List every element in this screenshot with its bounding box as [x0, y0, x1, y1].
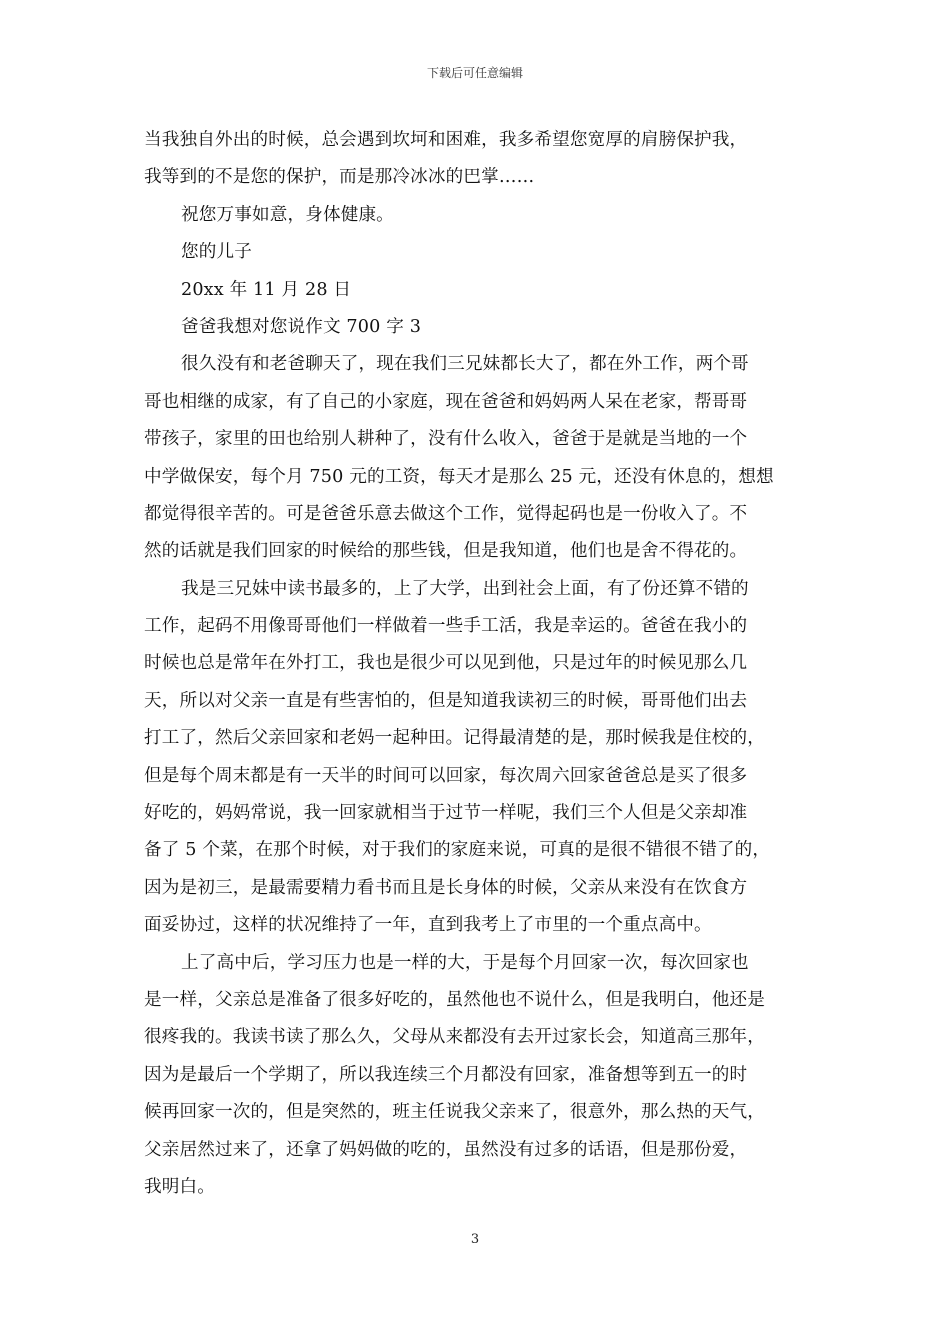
paragraph-start: 很久没有和老爸聊天了，现在我们三兄妹都长大了，都在外工作，两个哥 [181, 354, 749, 375]
text-line: 因为是初三，是最需要精力看书而且是长身体的时候，父亲从来没有在饮食方 [144, 877, 748, 898]
text-line: 父亲居然过来了，还拿了妈妈做的吃的，虽然没有过多的话语，但是那份爱， [144, 1139, 748, 1160]
essay-title: 爸爸我想对您说作文 700 字 3 [181, 316, 422, 337]
text-line: 都觉得很辛苦的。可是爸爸乐意去做这个工作，觉得起码也是一份收入了。不 [144, 503, 748, 524]
text-line: 因为是最后一个学期了，所以我连续三个月都没有回家，准备想等到五一的时 [144, 1064, 748, 1085]
paragraph-start: 上了高中后，学习压力也是一样的大，于是每个月回家一次，每次回家也 [181, 952, 749, 973]
text-line: 哥也相继的成家，有了自己的小家庭，现在爸爸和妈妈两人呆在老家，帮哥哥 [144, 391, 748, 412]
text-line: 当我独自外出的时候，总会遇到坎坷和困难，我多希望您宽厚的肩膀保护我， [144, 130, 748, 150]
page-header: 下载后可任意编辑 [426, 66, 523, 80]
text-line: 候再回家一次的，但是突然的，班主任说我父亲来了，很意外，那么热的天气， [144, 1102, 766, 1123]
paragraph-start: 我是三兄妹中读书最多的，上了大学，出到社会上面，有了份还算不错的 [181, 578, 749, 599]
document-body [144, 122, 814, 1206]
text-line: 好吃的，妈妈常说，我一回家就相当于过节一样呢，我们三个人但是父亲却准 [144, 803, 748, 824]
page-number: 3 [470, 1232, 480, 1247]
text-line: 中学做保安，每个月 750 元的工资，每天才是那么 25 元，还没有休息的，想想 [144, 466, 774, 487]
text-line: 备了 5 个菜，在那个时候，对于我们的家庭来说，可真的是很不错很不错了的， [144, 840, 771, 861]
text-line: 天，所以对父亲一直是有些害怕的，但是知道我读初三的时候，哥哥他们出去 [144, 690, 748, 711]
text-line: 面妥协过，这样的状况维持了一年，直到我考上了市里的一个重点高中。 [144, 915, 712, 936]
signature: 您的儿子 [181, 242, 252, 263]
text-line: 但是每个周末都是有一天半的时间可以回家，每次周六回家爸爸总是买了很多 [144, 765, 748, 786]
closing-wish: 祝您万事如意，身体健康。 [181, 204, 394, 225]
letter-date: 20xx 年 11 月 28 日 [181, 279, 352, 300]
text-line: 带孩子，家里的田也给别人耕种了，没有什么收入，爸爸于是就是当地的一个 [144, 429, 748, 450]
text-line: 是一样，父亲总是准备了很多好吃的，虽然他也不说什么，但是我明白，他还是 [144, 989, 766, 1010]
text-line: 打工了，然后父亲回家和老妈一起种田。记得最清楚的是，那时候我是住校的， [144, 728, 766, 749]
text-line: 时候也总是常年在外打工，我也是很少可以见到他，只是过年的时候见那么几 [144, 653, 748, 674]
text-line: 我明白。 [144, 1176, 215, 1197]
text-line: 然的话就是我们回家的时候给的那些钱，但是我知道，他们也是舍不得花的。 [144, 541, 748, 562]
text-line: 我等到的不是您的保护，而是那冷冰冰的巴掌…… [144, 167, 535, 188]
text-line: 工作，起码不用像哥哥他们一样做着一些手工活，我是幸运的。爸爸在我小的 [144, 616, 748, 637]
text-line: 很疼我的。我读书读了那么久，父母从来都没有去开过家长会，知道高三那年， [144, 1027, 766, 1048]
